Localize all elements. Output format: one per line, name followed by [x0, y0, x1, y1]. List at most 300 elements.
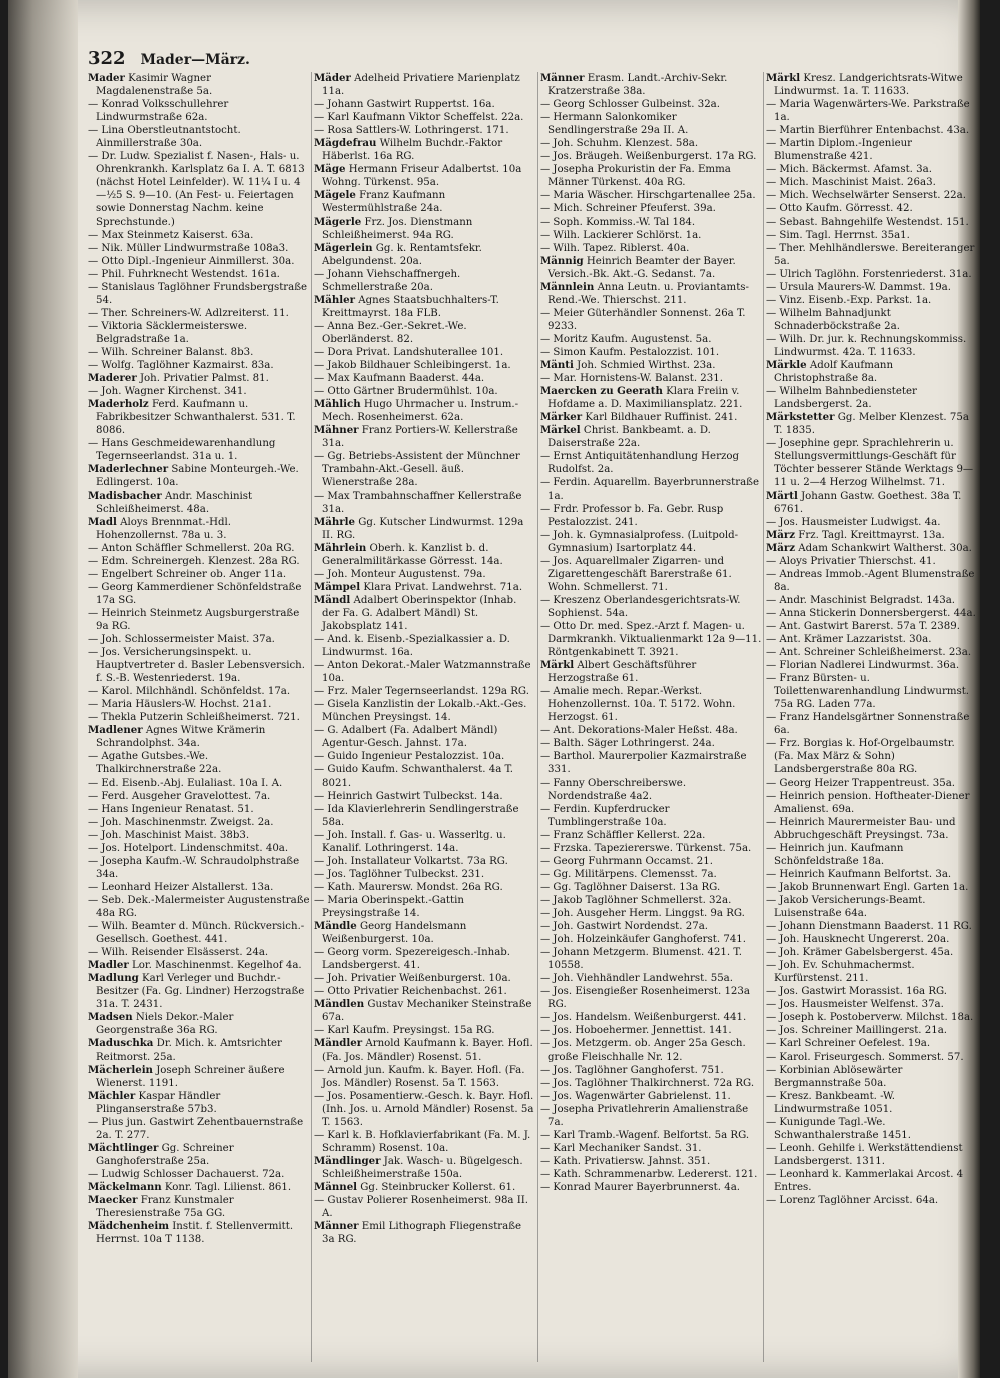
entry-text: — Joh. Wagner Kirchenst. 341.: [88, 386, 247, 398]
directory-entry: [540, 946, 762, 972]
entry-text: — Nik. Müller Lindwurmstraße 108a3.: [88, 242, 289, 254]
directory-entry: [314, 894, 536, 920]
entry-surname: Madl: [88, 515, 117, 528]
entry-surname: Madisbacher: [88, 489, 162, 502]
entry-text: — Martin Diplom.-Ingenieur Blumenstraße 421.: [766, 138, 913, 163]
directory-entry: [314, 581, 536, 594]
entry-text: — Jos. Aquarellmaler Zigarren- und Zigarettengeschäft Barerstraße 61. Wohn. Schmellerst. 71.: [540, 555, 732, 593]
directory-entry: [766, 1024, 976, 1037]
entry-text: Ferd. Kaufmann u. Fabrikbesitzer Schwanthalerst. 531. T. 8086.: [96, 399, 296, 437]
entry-surname: Mägerlein: [314, 241, 373, 254]
entry-surname: Märkl: [540, 659, 575, 672]
directory-entry: [540, 1155, 762, 1168]
directory-entry: [88, 829, 310, 842]
entry-surname: Mänti: [540, 359, 574, 372]
directory-entry: [88, 346, 310, 359]
directory-entry: [540, 359, 762, 372]
entry-surname: Mämpel: [314, 580, 361, 593]
directory-entry: [540, 555, 762, 594]
entry-text: — Dora Privat. Landshuterallee 101.: [314, 346, 504, 358]
entry-text: — Jos. Hotelport. Lindenschmitst. 40a.: [88, 842, 289, 854]
entry-text: Kasimir Wagner Magdalenenstraße 5a.: [96, 73, 213, 98]
entry-surname: Mändlen: [314, 998, 365, 1011]
directory-entry: [540, 163, 762, 189]
directory-entry: [540, 529, 762, 555]
entry-surname: Mägerle: [314, 215, 362, 228]
directory-entry: [766, 607, 976, 620]
directory-entry: [540, 242, 762, 255]
entry-text: Franz Portiers-W. Kellerstraße 31a.: [322, 425, 518, 450]
entry-text: — Franz Handelsgärtner Sonnenstraße 6a.: [766, 712, 970, 737]
page-number: 322: [88, 48, 126, 69]
entry-text: — Josephine gepr. Sprachlehrerin u. Stellungsvermittlungs-Geschäft für Töchter besserer Stände Werktags 9—11 u. 2—4 Herzog Wilhelmst. 71.: [766, 438, 974, 489]
entry-text: — Joh. Privatier Weißenburgerst. 10a.: [314, 973, 511, 985]
directory-entry: [88, 946, 310, 959]
directory-entry: [766, 646, 976, 659]
directory-entry: [540, 933, 762, 946]
entry-text: — Mich. Wechselwärter Senserst. 22a.: [766, 190, 966, 202]
directory-entry: [540, 111, 762, 137]
entry-text: — Josepha Prokuristin der Fa. Emma Männer Türkenst. 40a RG.: [540, 164, 731, 189]
entry-text: — Fanny Oberschreiberswe. Nordendstraße 4a2.: [540, 777, 687, 802]
directory-entry: [540, 189, 762, 202]
directory-entry: [540, 659, 762, 685]
entry-text: — Josepha Privatlehrerin Amalienstraße 7a.: [540, 1103, 749, 1128]
entry-text: — Jos. Bräugeh. Weißenburgerst. 17a RG.: [540, 151, 757, 163]
entry-text: Adam Schankwirt Waltherst. 30a.: [795, 542, 972, 554]
entry-surname: Märtl: [766, 489, 798, 502]
entry-text: Gg. Steinbrucker Kollerst. 61.: [357, 1181, 516, 1193]
directory-entry: [88, 685, 310, 698]
entry-surname: Märkle: [766, 359, 807, 372]
entry-text: — Stanislaus Taglöhner Frundsbergstraße 54.: [88, 281, 308, 306]
entry-text: — Ant. Schreiner Schleißheimerst. 23a.: [766, 647, 972, 659]
column-rule: [311, 72, 312, 1362]
directory-entry: [314, 398, 536, 424]
directory-entry: [540, 1142, 762, 1155]
directory-entry: [540, 98, 762, 111]
entry-text: — Otto Privatier Reichenbachst. 261.: [314, 986, 507, 998]
directory-entry: [766, 307, 976, 333]
directory-entry: [766, 216, 976, 229]
entry-surname: Märker: [540, 411, 583, 424]
directory-entry: [314, 803, 536, 829]
directory-entry: [766, 672, 976, 711]
directory-entry: [88, 894, 310, 920]
directory-entry: [766, 268, 976, 281]
column-rule: [763, 72, 764, 1362]
directory-entry: [314, 1064, 536, 1090]
entry-text: — Jos. Wagenwärter Gabrielenst. 11.: [540, 1090, 731, 1102]
directory-entry: [314, 137, 536, 163]
directory-entry: [540, 920, 762, 933]
directory-entry: [88, 881, 310, 894]
directory-entry: [766, 490, 976, 516]
directory-entry: [88, 242, 310, 255]
directory-entry: [766, 333, 976, 359]
entry-text: — Franz Bürsten- u. Toilettenwarenhandlung Lindwurmst. 75a RG. Laden 77a.: [766, 673, 970, 711]
directory-entry: [766, 594, 976, 607]
entry-text: — Heinrich Steinmetz Augsburgerstraße 9a RG.: [88, 607, 300, 632]
directory-entry: [766, 385, 976, 411]
entry-surname: Mägele: [314, 189, 356, 202]
entry-text: Hugo Uhrmacher u. Instrum.-Mech. Rosenheimerst. 62a.: [322, 399, 519, 424]
directory-entry: [766, 294, 976, 307]
directory-entry: [88, 268, 310, 281]
entry-text: — Engelbert Schreiner ob. Anger 11a.: [88, 568, 287, 580]
directory-entry: [88, 790, 310, 803]
directory-entry: [766, 1168, 976, 1194]
directory-entry: [88, 385, 310, 398]
entry-text: — Mich. Maschinist Maist. 26a3.: [766, 177, 936, 189]
entry-text: — Gg. Taglöhner Daiserst. 13a RG.: [540, 881, 721, 893]
entry-surname: Mändler: [314, 1037, 363, 1050]
directory-entry: [540, 150, 762, 163]
entry-text: Johann Gastw. Goethest. 38a T. 6761.: [774, 490, 962, 515]
directory-entry: [766, 946, 976, 959]
entry-text: Gg. Kutscher Lindwurmst. 129a II. RG.: [322, 516, 524, 541]
entry-surname: Märkl: [766, 72, 801, 84]
directory-entry: [540, 450, 762, 476]
directory-entry: [88, 98, 310, 124]
entry-text: — Aloys Privatier Thierschst. 41.: [766, 555, 936, 567]
entry-text: — Wilh. Tapez. Riblerst. 40a.: [540, 242, 690, 254]
directory-entry: [88, 359, 310, 372]
directory-entry: [766, 437, 976, 489]
directory-entry: [88, 437, 310, 463]
directory-entry: [540, 216, 762, 229]
directory-entry: [88, 1168, 310, 1181]
entry-text: — Jakob Bildhauer Schleibingerst. 1a.: [314, 360, 511, 372]
entry-text: — Maria Wagenwärters-We. Parkstraße 1a.: [766, 99, 970, 124]
directory-entry: [314, 1220, 536, 1246]
directory-entry: [88, 1142, 310, 1168]
entry-text: Erasm. Landt.-Archiv-Sekr. Kratzerstraße 38a.: [548, 73, 728, 98]
entry-text: — Jakob Taglöhner Schmellerst. 32a.: [540, 894, 732, 906]
entry-text: — Wilh. Dr. jur. k. Rechnungskommiss. Lindwurmst. 42a. T. 11633.: [766, 333, 967, 358]
directory-entry: [88, 150, 310, 228]
directory-entry: [766, 998, 976, 1011]
entry-text: Lor. Maschinenmst. Kegelhof 4a.: [128, 960, 302, 972]
entry-text: — Sim. Tagl. Herrnst. 35a1.: [766, 229, 910, 241]
directory-entry: [88, 372, 310, 385]
entry-text: — Johann Dienstmann Baaderst. 11 RG.: [766, 921, 972, 933]
directory-entry: [540, 281, 762, 307]
directory-entry: [314, 829, 536, 855]
directory-entry: [88, 398, 310, 437]
directory-entry: [540, 881, 762, 894]
entry-text: — Joh. Hausknecht Ungererst. 20a.: [766, 934, 950, 946]
entry-surname: Maecker: [88, 1194, 138, 1207]
entry-surname: März: [766, 541, 796, 554]
directory-entry: [88, 646, 310, 685]
directory-entry: [314, 72, 536, 98]
directory-column-4: [766, 72, 976, 1207]
directory-entry: [314, 1155, 536, 1181]
directory-entry: [88, 855, 310, 881]
directory-entry: [540, 476, 762, 502]
directory-entry: [540, 777, 762, 803]
directory-entry: [540, 372, 762, 385]
directory-entry: [540, 411, 762, 424]
entry-surname: Mändlinger: [314, 1154, 381, 1167]
directory-entry: [314, 268, 536, 294]
entry-surname: Madlener: [88, 724, 143, 737]
directory-entry: [540, 724, 762, 737]
directory-entry: [766, 816, 976, 842]
entry-surname: Mädchenheim: [88, 1220, 170, 1233]
entry-text: Instit. f. Stellenvermitt. Herrnst. 10a T 1138.: [96, 1221, 294, 1246]
entry-text: — Frdr. Professor b. Fa. Gebr. Rusp Pestalozzist. 241.: [540, 503, 724, 528]
directory-entry: [88, 542, 310, 555]
entry-text: — Sebast. Bahngehilfe Westendst. 151.: [766, 216, 969, 228]
directory-entry: [314, 320, 536, 346]
entry-text: — Rosa Sattlers-W. Lothringerst. 171.: [314, 125, 509, 137]
entry-text: Klara Freiin v. Hofdame a. D. Maximiliansplatz. 221.: [548, 386, 743, 411]
entry-text: — Jos. Gastwirt Morassist. 16a RG.: [766, 986, 948, 998]
entry-text: Joseph Schreiner äußere Wienerst. 1191.: [96, 1064, 285, 1089]
entry-text: — Jos. Taglöhner Thalkirchnerst. 72a RG.: [540, 1077, 755, 1089]
entry-text: Jak. Wasch- u. Bügelgesch. Schleißheimerstraße 150a.: [322, 1155, 523, 1180]
directory-entry: [540, 1037, 762, 1063]
entry-text: — Jos. Posamentierw.-Gesch. k. Bayr. Hofl. (Inh. Jos. u. Arnold Mändler) Rosenst. 5a T. 1563.: [314, 1090, 534, 1128]
entry-surname: Maderlechner: [88, 463, 169, 476]
directory-entry: [314, 242, 536, 268]
entry-text: Adelheid Privatiere Marienplatz 11a.: [322, 73, 520, 98]
entry-text: — Joh. Krämer Gabelsbergerst. 45a.: [766, 947, 954, 959]
directory-entry: [314, 920, 536, 946]
directory-entry: [88, 490, 310, 516]
directory-entry: [88, 698, 310, 711]
directory-entry: [540, 868, 762, 881]
directory-entry: [540, 685, 762, 724]
entry-text: — Konrad Maurer Bayerbrunnerst. 4a.: [540, 1181, 741, 1193]
directory-entry: [314, 881, 536, 894]
entry-text: Niels Dekor.-Maler Georgenstraße 36a RG.: [96, 1012, 234, 1037]
entry-surname: Maduschka: [88, 1037, 154, 1050]
directory-entry: [766, 1037, 976, 1050]
entry-surname: Mächler: [88, 1089, 136, 1102]
directory-entry: [766, 933, 976, 946]
directory-entry: [766, 894, 976, 920]
directory-entry: [314, 490, 536, 516]
entry-text: — Anton Dekorat.-Maler Watzmannstraße 10a.: [314, 660, 531, 685]
directory-entry: [314, 998, 536, 1024]
entry-text: — Joh. Maschinist Maist. 38b3.: [88, 829, 250, 841]
entry-text: — Anna Bez.-Ger.-Sekret.-We. Oberländerst. 82.: [314, 320, 467, 345]
directory-entry: [540, 255, 762, 281]
directory-entry: [766, 555, 976, 568]
entry-text: — Heinrich jun. Kaufmann Schönfeldstraße 18a.: [766, 842, 904, 867]
entry-surname: Mächerlein: [88, 1063, 153, 1076]
entry-text: — Frz. Borgias k. Hof-Orgelbaumstr. (Fa. Max März & Sohn) Landsbergerstraße 80a RG.: [766, 738, 955, 776]
directory-entry: [540, 842, 762, 855]
directory-entry: [766, 868, 976, 881]
directory-entry: [314, 855, 536, 868]
entry-text: — Guido Ingenieur Pestalozzist. 10a.: [314, 751, 505, 763]
entry-text: — Leonh. Gehilfe i. Werkstättendienst Landsbergerst. 1311.: [766, 1142, 963, 1167]
entry-text: Konr. Tagl. Lilienst. 861.: [161, 1181, 292, 1193]
page-header: [88, 48, 250, 69]
directory-entry: [766, 1142, 976, 1168]
directory-entry: [766, 1194, 976, 1207]
directory-entry: [88, 711, 310, 724]
entry-text: — Joh. Gastwirt Nordendst. 27a.: [540, 921, 709, 933]
entry-text: Frz. Tagl. Kreittmayrst. 13a.: [795, 529, 945, 541]
entry-text: — Leonhard Heizer Alstallerst. 13a.: [88, 881, 274, 893]
entry-text: — Kath. Privatiersw. Jahnst. 351.: [540, 1155, 711, 1167]
entry-text: — Vinz. Eisenb.-Exp. Parkst. 1a.: [766, 294, 932, 306]
directory-entry: [766, 711, 976, 737]
directory-entry: [88, 320, 310, 346]
directory-entry: [766, 516, 976, 529]
entry-text: Gg. k. Rentamtsfekr. Abelgundenst. 20a.: [322, 242, 482, 267]
entry-text: — Florian Nadlerei Lindwurmst. 36a.: [766, 660, 960, 672]
entry-text: Frz. Jos. Dienstmann Schleißheimerst. 94a RG.: [322, 216, 473, 241]
entry-text: — Johann Gastwirt Ruppertst. 16a.: [314, 99, 495, 111]
entry-text: — Agathe Gutsbes.-We. Thalkirchnerstraße 22a.: [88, 751, 222, 776]
entry-surname: Mägdefrau: [314, 137, 377, 150]
entry-text: — Seb. Dek.-Malermeister Augustenstraße 48a RG.: [88, 894, 310, 919]
entry-text: — Mich. Bäckermst. Afamst. 3a.: [766, 164, 932, 176]
entry-text: — Heinrich Kaufmann Belfortst. 3a.: [766, 868, 952, 880]
directory-entry: [314, 542, 536, 568]
directory-entry: [88, 920, 310, 946]
entry-text: Hermann Friseur Adalbertst. 10a Wohng. Türkenst. 95a.: [322, 164, 522, 189]
directory-entry: [314, 685, 536, 698]
entry-surname: Männig: [540, 254, 584, 267]
entry-text: — Jos. Eisengießer Rosenheimerst. 123a RG.: [540, 986, 750, 1011]
entry-text: — Jakob Brunnenwart Engl. Garten 1a.: [766, 881, 969, 893]
directory-entry: [540, 594, 762, 620]
entry-text: — Gg. Betriebs-Assistent der Münchner Trambahn-Akt.-Gesell. äuß. Wienerstraße 28a.: [314, 451, 520, 489]
entry-surname: Mählich: [314, 398, 361, 411]
entry-text: — Jos. Schreiner Maillingerst. 21a.: [766, 1025, 948, 1037]
entry-text: — Gustav Polierer Rosenheimerst. 98a II. A.: [314, 1195, 529, 1220]
directory-entry: [314, 1024, 536, 1037]
directory-entry: [540, 307, 762, 333]
entry-text: Gg. Melber Klenzest. 75a T. 1835.: [774, 412, 969, 437]
entry-text: — Karol. Friseurgesch. Sommerst. 57.: [766, 1051, 964, 1063]
entry-text: — Kunigunde Tagl.-We. Schwanthalerstraße 1451.: [766, 1116, 911, 1141]
entry-surname: Mändle: [314, 920, 357, 933]
entry-text: — Karl Kaufm. Preysingst. 15a RG.: [314, 1025, 495, 1037]
entry-surname: Männer: [314, 1220, 359, 1233]
directory-entry: [766, 568, 976, 594]
entry-text: — Otto Dipl.-Ingenieur Ainmillerst. 30a.: [88, 255, 295, 267]
directory-entry: [540, 803, 762, 829]
entry-text: — Ther. Mehlhändlerswe. Bereiteranger 5a.: [766, 242, 975, 267]
entry-text: — Otto Dr. med. Spez.-Arzt f. Magen- u. Darmkrankh. Viktualienmarkt 12a 9—11. Röntgenkabinett T. 3921.: [540, 620, 762, 659]
directory-entry: [314, 790, 536, 803]
entry-text: Franz Kunstmaler Theresienstraße 75a GG.: [96, 1195, 234, 1220]
entry-text: — Wolfg. Taglöhner Kazmairst. 83a.: [88, 360, 274, 372]
entry-text: — Mar. Hornistens-W. Balanst. 231.: [540, 373, 723, 385]
directory-entry: [88, 1011, 310, 1037]
running-title: Mader—März.: [140, 52, 250, 68]
directory-entry: [540, 137, 762, 150]
entry-text: Dr. Mich. k. Amtsrichter Reitmorst. 25a.: [96, 1038, 282, 1063]
entry-text: — Joh. Schuhm. Klenzest. 58a.: [540, 138, 699, 150]
entry-surname: Männlein: [540, 280, 595, 293]
directory-entry: [314, 659, 536, 685]
directory-entry: [88, 255, 310, 268]
entry-text: — Georg Fuhrmann Occamst. 21.: [540, 855, 714, 867]
entry-text: — Ant. Krämer Lazzaristst. 30a.: [766, 634, 932, 646]
directory-entry: [766, 242, 976, 268]
entry-surname: Mährlein: [314, 541, 367, 554]
directory-entry: [540, 894, 762, 907]
directory-entry: [314, 1181, 536, 1194]
entry-text: — Karl Mechaniker Sandst. 31.: [540, 1142, 702, 1154]
directory-entry: [88, 750, 310, 776]
entry-text: — Jos. Taglöhner Ganghoferst. 751.: [540, 1064, 724, 1076]
entry-text: — Balth. Säger Lothringerst. 24a.: [540, 738, 715, 750]
directory-entry: [766, 137, 976, 163]
directory-entry: [314, 1037, 536, 1063]
entry-text: — Heinrich Gastwirt Tulbeckst. 14a.: [314, 790, 503, 802]
entry-text: — Viktoria Säcklermeisterswe. Belgradstraße 1a.: [88, 320, 248, 345]
directory-entry: [314, 724, 536, 750]
entry-text: — Heinrich Maurermeister Bau- und Abbruchgeschäft Preysingst. 73a.: [766, 816, 956, 841]
directory-entry: [314, 450, 536, 489]
entry-text: Gustav Mechaniker Steinstraße 67a.: [322, 999, 532, 1024]
directory-entry: [540, 620, 762, 659]
directory-entry: [540, 72, 762, 98]
directory-column-3: [540, 72, 762, 1194]
directory-entry: [314, 1194, 536, 1220]
entry-text: — Maria Oberinspekt.-Gattin Preysingstraße 14.: [314, 894, 464, 919]
entry-surname: Märkel: [540, 424, 581, 437]
directory-entry: [88, 777, 310, 790]
directory-entry: [314, 868, 536, 881]
entry-surname: Mährle: [314, 515, 356, 528]
entry-surname: Madsen: [88, 1011, 133, 1024]
directory-entry: [766, 659, 976, 672]
entry-text: — Edm. Schreinergeh. Klenzest. 28a RG.: [88, 555, 300, 567]
entry-surname: Maderholz: [88, 398, 149, 411]
entry-text: — Joh. Ev. Schuhmachermst. Kurfürstenst. 211.: [766, 960, 915, 985]
entry-text: — Mich. Schreiner Pfeuferst. 39a.: [540, 203, 716, 215]
directory-entry: [540, 1129, 762, 1142]
entry-text: — Anna Stickerin Donnersbergerst. 44a.: [766, 607, 976, 619]
directory-entry: [88, 972, 310, 1011]
entry-surname: Männel: [314, 1180, 358, 1193]
directory-entry: [88, 581, 310, 607]
entry-text: — Guido Kaufm. Schwanthalerst. 4a T. 8021.: [314, 764, 514, 789]
entry-text: — Joseph k. Postoberverw. Milchst. 18a.: [766, 1012, 974, 1024]
directory-entry: [314, 98, 536, 111]
entry-surname: Mächtlinger: [88, 1141, 159, 1154]
entry-text: — Ludwig Schlosser Dachauerst. 72a.: [88, 1168, 285, 1180]
directory-entry: [88, 1194, 310, 1220]
entry-text: — Anton Schäffler Schmellerst. 20a RG.: [88, 542, 295, 554]
entry-text: — Georg vorm. Spezereigesch.-Inhab. Landsbergerst. 41.: [314, 947, 511, 972]
directory-entry: [314, 1129, 536, 1155]
entry-text: — Joh. k. Gymnasialprofess. (Luitpold-Gymnasium) Isartorplatz 44.: [540, 529, 739, 554]
directory-entry: [766, 1090, 976, 1116]
entry-text: — Georg Kammerdiener Schönfeldstraße 17a SG.: [88, 581, 302, 606]
entry-text: Karl Bildhauer Ruffinist. 241.: [582, 412, 738, 424]
directory-entry: [314, 424, 536, 450]
directory-entry: [540, 737, 762, 750]
entry-text: — Meier Güterhändler Sonnenst. 26a T. 9233.: [540, 307, 746, 332]
directory-entry: [314, 633, 536, 659]
entry-text: — Wilhelm Bahnadjunkt Schnaderböckstraße 2a.: [766, 307, 900, 332]
entry-text: — Thekla Putzerin Schleißheimerst. 721.: [88, 712, 300, 724]
entry-text: — Johann Viehschaffnergeh. Schmellerstraße 20a.: [314, 268, 461, 293]
directory-entry: [540, 229, 762, 242]
